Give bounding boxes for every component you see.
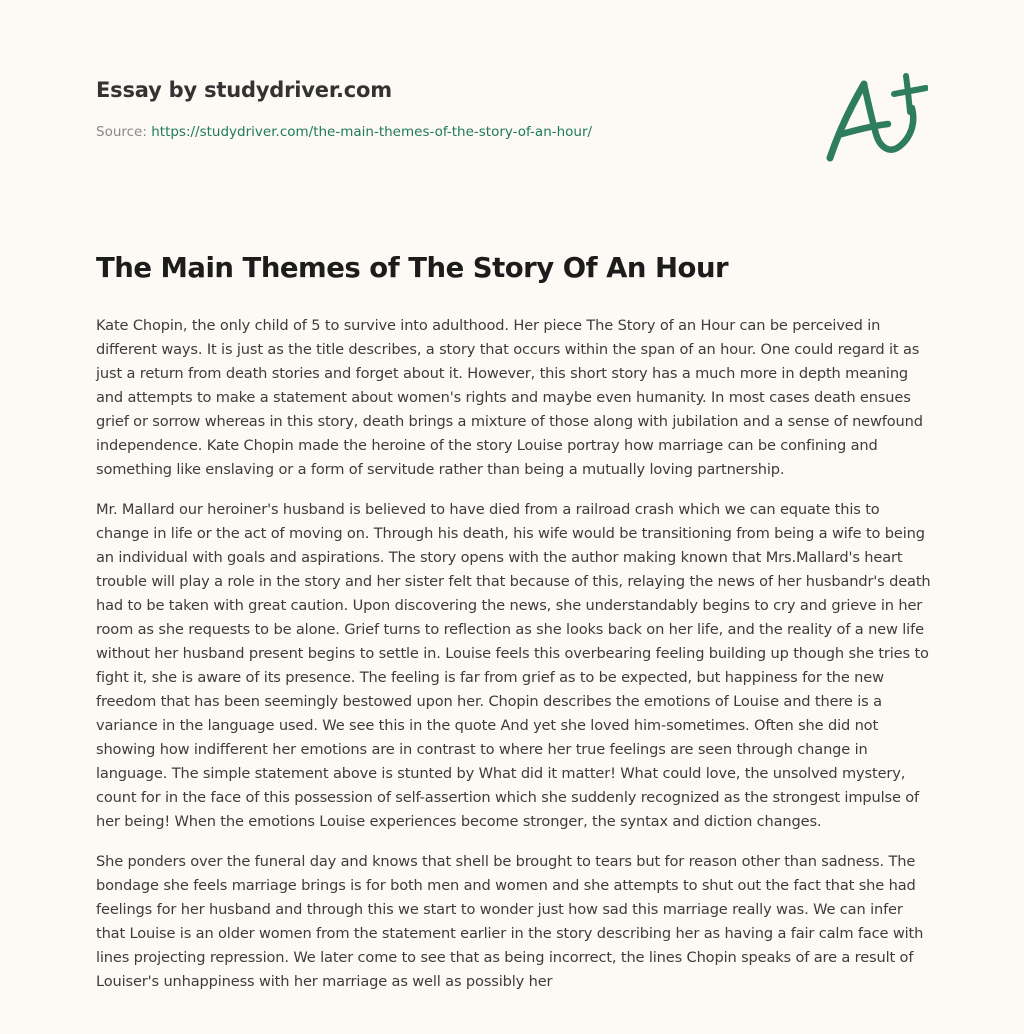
site-title: Essay by studydriver.com (96, 78, 392, 102)
essay-paragraph: She ponders over the funeral day and knows that shell be brought to tears but for reason other than sadness. The bondage she feels marriage brings is for both men and women and she attempts to shut out the fact that she had feelings for her husband and through this we start to wonder just how sad this marriage really was. We can infer that Louise is an older women from the statement earlier in the story describing her as having a fair calm face with lines projecting repression. We later come to see that as being incorrect, the lines Chopin speaks of are a result of Louiser's unhappiness with her marriage as well as possibly her (96, 853, 924, 990)
essay-body (96, 314, 932, 1010)
page-header (96, 72, 936, 192)
source-label: Source: (96, 124, 152, 140)
essay-paragraph: Mr. Mallard our heroiner's husband is believed to have died from a railroad crash which we can equate this to change in life or the act of moving on. Through his death, his wife would be transitioning from being a wife to being an individual with goals and aspirations. The story opens with the author making known that Mrs.Mallard's heart trouble will play a role in the story and her sister felt that because of this, relaying the news of her husbandr's death had to be taken with great caution. Upon discovering the news, she understandably begins to cry and grieve in her room as she requests to be alone. Grief turns to reflection as she looks back on her life, and the reality of a new life without her husband present begins to settle in. Louise feels this overbearing feeling building up though she tries to fight it, she is aware of its presence. The feeling is far from grief as to be expected, but happiness for the new freedom that has been seemingly bestowed upon her. Chopin describes the emotions of Louise and there is a variance in the language used. We see this in the quote And yet she loved him-sometimes. Often she did not showing how indifferent her emotions are in contrast to where her true feelings are seen through change in language. The simple statement above is stunted by What did it matter! What could love, the unsolved mystery, count for in the face of this possession of self-assertion which she suddenly recognized as the strongest impulse of her being! When the emotions Louise experiences become stronger, the syntax and diction changes. (96, 501, 931, 830)
source-line (96, 124, 592, 140)
essay-title: The Main Themes of The Story Of An Hour (96, 252, 729, 284)
a-plus-grade-icon (824, 68, 928, 164)
source-link[interactable]: https://studydriver.com/the-main-themes-of-the-story-of-an-hour/ (151, 124, 593, 140)
essay-paragraph: Kate Chopin, the only child of 5 to survive into adulthood. Her piece The Story of an Hour can be perceived in different ways. It is just as the title describes, a story that occurs within the span of an hour. One could regard it as just a return from death stories and forget about it. However, this short story has a much more in depth meaning and attempts to make a statement about women's rights and maybe even humanity. In most cases death ensues grief or sorrow whereas in this story, death brings a mixture of those along with jubilation and a sense of newfound independence. Kate Chopin made the heroine of the story Louise portray how marriage can be confining and something like enslaving or a form of servitude rather than being a mutually loving partnership. (96, 317, 923, 478)
